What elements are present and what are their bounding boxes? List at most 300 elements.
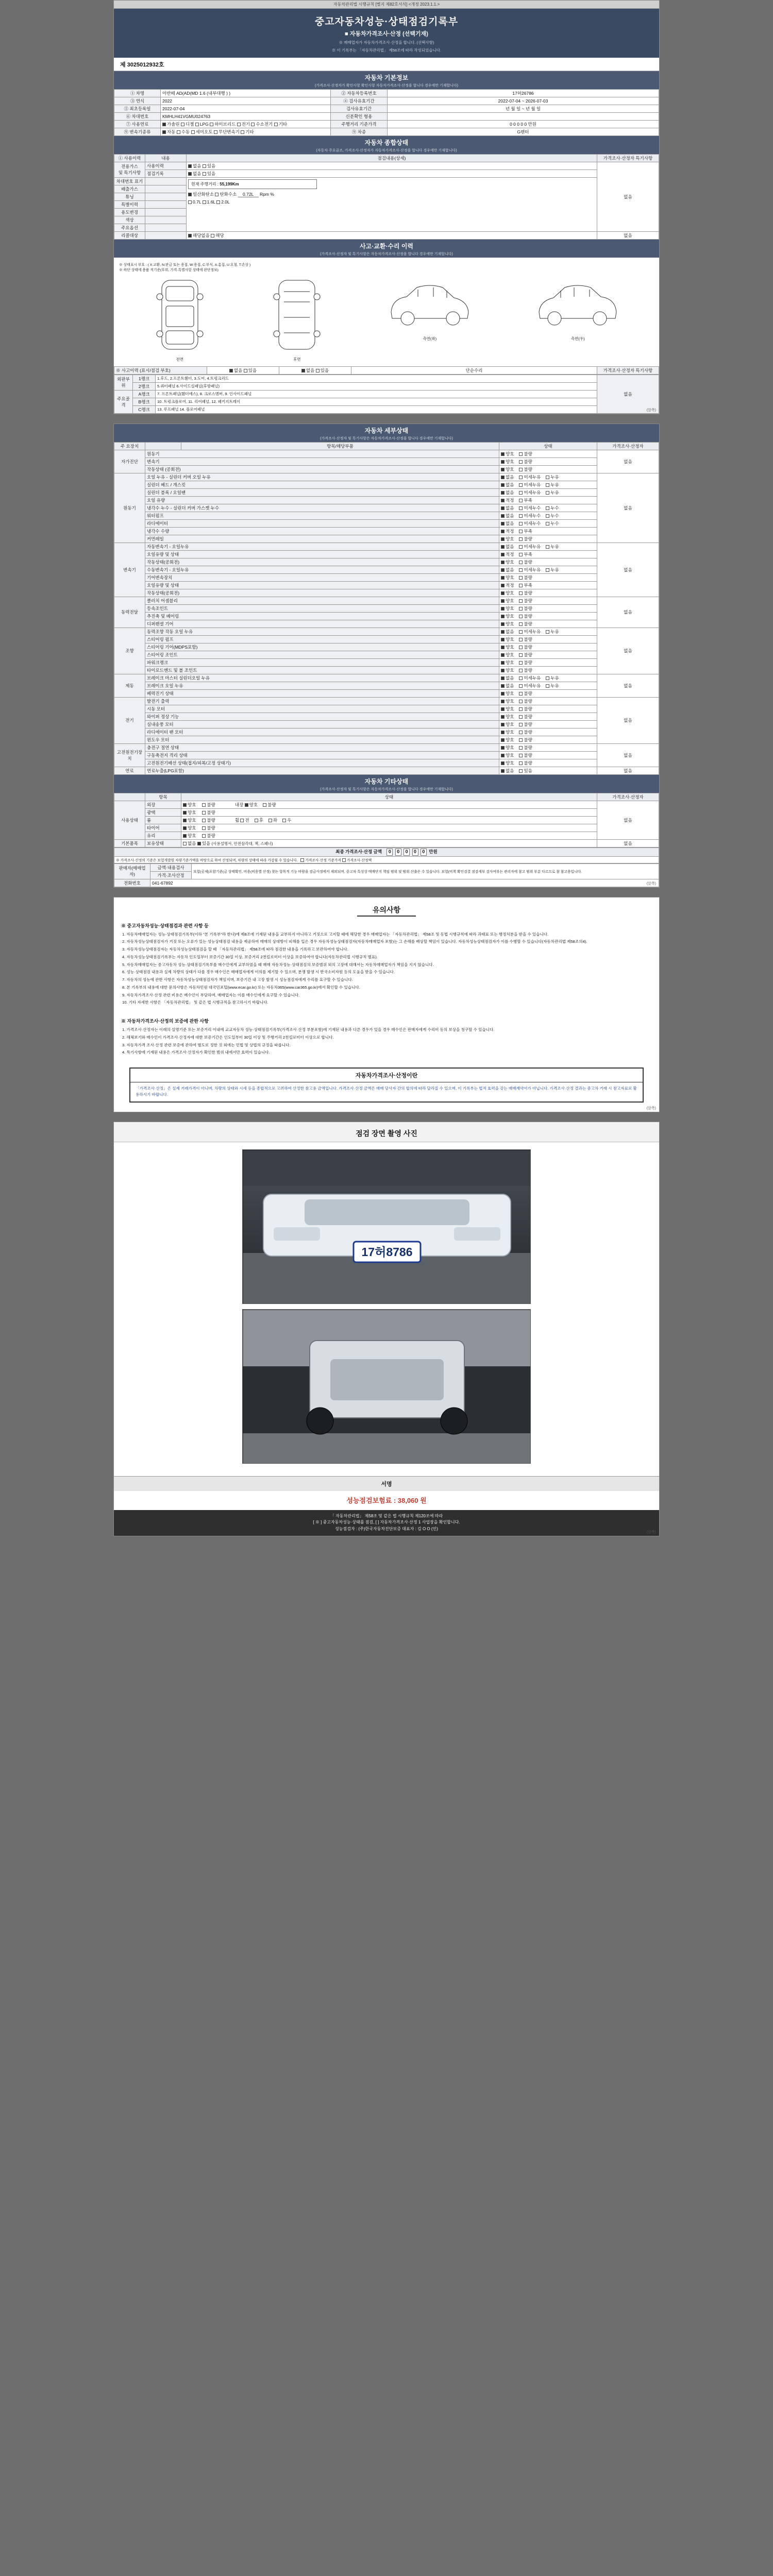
- item-label: 기어변속장치: [145, 573, 499, 581]
- state-option[interactable]: 양호: [183, 833, 196, 838]
- state-options[interactable]: [499, 682, 597, 689]
- state-option[interactable]: 없음: [501, 629, 514, 634]
- extra-option[interactable]: 1.6L: [203, 199, 215, 205]
- emission-option[interactable]: 탄화수소: [215, 192, 237, 197]
- transmission-option[interactable]: 자동: [162, 129, 175, 134]
- state-option[interactable]: 없음: [188, 171, 201, 176]
- col-header: ① 사용이력: [114, 154, 145, 162]
- accident-option[interactable]: 없음: [229, 368, 242, 373]
- state-option[interactable]: 없음: [501, 683, 514, 688]
- state-option[interactable]: 불량: [519, 467, 532, 472]
- state-option[interactable]: 없음: [501, 567, 514, 572]
- state-option[interactable]: 불량: [519, 699, 532, 704]
- item-label: 워터펌프: [145, 512, 499, 519]
- state-option[interactable]: 누유: [546, 675, 559, 681]
- state-option[interactable]: 불량: [519, 560, 532, 565]
- state-option[interactable]: 양호: [501, 451, 514, 456]
- state-option[interactable]: 양호: [501, 691, 514, 696]
- row-label: ① 차명: [114, 89, 161, 97]
- state-option[interactable]: 전: [240, 818, 249, 823]
- state-option[interactable]: 양호: [501, 699, 514, 704]
- state-option[interactable]: 양호: [501, 560, 514, 565]
- state-options[interactable]: [181, 816, 597, 824]
- row-group-label: 색상: [114, 216, 145, 224]
- table-row: [114, 550, 659, 558]
- state-option[interactable]: 양호: [501, 645, 514, 650]
- state-option[interactable]: 미세누유: [519, 567, 541, 572]
- state-option[interactable]: 양호: [501, 668, 514, 673]
- state-option[interactable]: 없음: [501, 521, 514, 526]
- extra-option[interactable]: 2.0L: [216, 199, 230, 205]
- state-option[interactable]: 누수: [546, 513, 559, 518]
- car-side-right-svg: [534, 276, 621, 333]
- col-header: 점검내용(상세): [187, 154, 597, 162]
- row-label: [145, 231, 187, 239]
- price-digit: 0: [386, 849, 393, 856]
- state-option[interactable]: 불량: [519, 621, 532, 626]
- state-option[interactable]: 양호: [501, 760, 514, 766]
- inspector-note: 없음: [597, 543, 659, 597]
- transmission-options[interactable]: [161, 128, 331, 135]
- state-option[interactable]: 불량: [519, 459, 532, 464]
- state-options[interactable]: [499, 666, 597, 674]
- state-option[interactable]: 양호: [501, 467, 514, 472]
- col-header: 가격조사·산정자 특기사항: [597, 154, 659, 162]
- state-options[interactable]: [181, 808, 597, 816]
- state-option[interactable]: 불량: [519, 614, 532, 619]
- fuel-option[interactable]: 하이브리드: [210, 122, 236, 127]
- state-option[interactable]: 없음: [501, 675, 514, 681]
- state-options[interactable]: [499, 759, 597, 767]
- item-label: 실내송풍 모터: [145, 720, 499, 728]
- state-option[interactable]: 불량: [519, 645, 532, 650]
- state-options[interactable]: [499, 697, 597, 705]
- row-label: ④ 검사유효기간: [331, 97, 388, 105]
- state-option[interactable]: 불량: [202, 810, 215, 815]
- state-option[interactable]: 불량: [519, 536, 532, 541]
- state-options[interactable]: [499, 581, 597, 589]
- state-option[interactable]: 적정: [501, 498, 514, 503]
- accident-options[interactable]: [207, 366, 279, 374]
- group-label: 원동기: [114, 473, 145, 543]
- state-option[interactable]: 누유: [546, 490, 559, 495]
- state-option[interactable]: 부족: [519, 583, 532, 588]
- state-option[interactable]: 양호: [501, 637, 514, 642]
- state-option[interactable]: 불량: [263, 802, 276, 807]
- signature-band: 서명: [114, 1476, 659, 1491]
- recall-options[interactable]: [187, 231, 597, 239]
- row-label-transmission: ⑨ 변속기종류: [114, 128, 161, 135]
- section-bar-other-state: [114, 775, 659, 793]
- car-rear-svg: [268, 276, 325, 353]
- transmission-option[interactable]: 세미오토: [191, 129, 213, 134]
- state-option[interactable]: 미세누수: [519, 521, 541, 526]
- item-label-secondary: 내장: [234, 802, 245, 807]
- state-options[interactable]: [499, 751, 597, 759]
- table-row: [114, 736, 659, 743]
- state-options[interactable]: [499, 543, 597, 550]
- row-label: 사용이력: [145, 162, 187, 170]
- state-option[interactable]: 불량: [202, 825, 215, 831]
- state-option[interactable]: 불량: [519, 660, 532, 665]
- col-header: 가격조사·산정자: [597, 442, 659, 450]
- state-option[interactable]: 미세누수: [519, 505, 541, 511]
- state-option[interactable]: 미세누유: [519, 474, 541, 480]
- item-label: 라디에이터 팬 모터: [145, 728, 499, 736]
- state-options[interactable]: [499, 450, 597, 457]
- item-label: 실린더 헤드 / 개스킷: [145, 481, 499, 488]
- fuel-option[interactable]: 수소전기: [251, 122, 273, 127]
- state-option[interactable]: 부족: [519, 498, 532, 503]
- state-option[interactable]: 양호: [501, 621, 514, 626]
- state-option[interactable]: 미세누유: [519, 544, 541, 549]
- state-options[interactable]: [499, 628, 597, 635]
- inspector-note: 없음: [597, 162, 659, 231]
- state-options[interactable]: [499, 674, 597, 682]
- state-option[interactable]: 후: [255, 818, 263, 823]
- state-option[interactable]: 불량: [202, 818, 215, 823]
- state-option[interactable]: 적정: [501, 583, 514, 588]
- car-diagram-rear: [268, 276, 325, 362]
- state-option[interactable]: 누유: [546, 683, 559, 688]
- state-options[interactable]: [499, 519, 597, 527]
- item-label: 스티어링 조인트: [145, 651, 499, 658]
- state-option[interactable]: 양호: [183, 802, 196, 807]
- state-option[interactable]: 누수: [546, 505, 559, 511]
- fuel-option[interactable]: 기타: [274, 122, 287, 127]
- state-options[interactable]: [499, 597, 597, 604]
- document-subtitle: ■ 자동차가격조사·산정 (선택기재): [345, 31, 428, 37]
- state-option[interactable]: 불량: [519, 590, 532, 596]
- table-row: [114, 473, 659, 481]
- rank-label: C랭크: [133, 405, 156, 413]
- state-option[interactable]: 없음: [501, 482, 514, 487]
- list-item: 7. 자동차의 성능에 관한 사항은 자동차성능상태점검자가 책임지며, 보증기간 내 고장 발생 시 성능점검자에게 수리를 요구할 수 있습니다.: [122, 977, 353, 982]
- tel-value: 041-67892: [150, 879, 659, 887]
- state-options[interactable]: [499, 558, 597, 566]
- row-value: 년 월 일 ~ 년 월 일: [388, 105, 659, 112]
- frame-label: 주요골격: [114, 390, 133, 413]
- state-option[interactable]: 양호: [501, 575, 514, 580]
- state-option[interactable]: 양호: [183, 818, 196, 823]
- state-option[interactable]: 불량: [519, 652, 532, 657]
- state-option[interactable]: 누유: [546, 567, 559, 572]
- state-options[interactable]: [181, 824, 597, 832]
- state-option[interactable]: 누유: [546, 629, 559, 634]
- extra-options[interactable]: [188, 199, 595, 205]
- state-option[interactable]: 양호: [501, 459, 514, 464]
- simple-repair-options[interactable]: [279, 366, 351, 374]
- state-option[interactable]: 불량: [519, 606, 532, 611]
- state-option[interactable]: 양호: [501, 660, 514, 665]
- row-value: 아반떼 AD(AD(MD 1.6 (내부대행 ) ): [161, 89, 331, 97]
- state-option[interactable]: 좌: [268, 818, 277, 823]
- item-label: 광택: [145, 808, 181, 816]
- state-option[interactable]: 불량: [519, 668, 532, 673]
- state-options[interactable]: [499, 620, 597, 628]
- state-option[interactable]: 양호: [501, 706, 514, 711]
- row-value: KMHLH41VGMU024763: [161, 112, 331, 120]
- state-options[interactable]: [499, 612, 597, 620]
- state-option[interactable]: 양호: [245, 802, 258, 807]
- group-label: 자가진단: [114, 450, 145, 473]
- diagram-legend-2: ※ 하단 상태에 용품 적기준(부위, 가격·특별사항 상태에 판단정보): [119, 268, 219, 272]
- state-option[interactable]: 없음: [501, 490, 514, 495]
- car-caption: 측면(좌): [423, 336, 437, 341]
- price-check-1[interactable]: [300, 859, 341, 862]
- state-option[interactable]: 불량: [519, 760, 532, 766]
- state-options[interactable]: [181, 832, 597, 839]
- item-label: 실린더 블록 / 오일팬: [145, 488, 499, 496]
- state-option[interactable]: 부족: [519, 529, 532, 534]
- state-option[interactable]: 불량: [519, 722, 532, 727]
- state-options[interactable]: [499, 743, 597, 751]
- state-option[interactable]: 양호: [501, 614, 514, 619]
- mileage-label: 현재 주행거리: [191, 181, 216, 187]
- state-option[interactable]: 부족: [519, 552, 532, 557]
- inspector-note: 없음: [597, 375, 659, 413]
- state-option[interactable]: 불량: [519, 714, 532, 719]
- state-options[interactable]: [499, 767, 597, 774]
- emission-unit-rpm: Rpm: [260, 191, 269, 197]
- state-options[interactable]: [499, 705, 597, 713]
- recall-option[interactable]: 해당: [211, 233, 224, 238]
- table-row: [114, 674, 659, 682]
- simple-repair-option[interactable]: 있음: [316, 368, 329, 373]
- state-options[interactable]: [499, 566, 597, 573]
- simple-repair-option[interactable]: 없음: [301, 368, 314, 373]
- list-item: 6. 성능·상태점검 내용과 실제 차량의 상태가 다를 경우 매수인은 매매업자에게 이의를 제기할 수 있으며, 분쟁 발생 시 한국소비자원 등의 도움을 받을 수 있습니다.: [122, 970, 395, 975]
- state-option[interactable]: 불량: [519, 637, 532, 642]
- state-options[interactable]: [499, 713, 597, 720]
- section1-title: 자동차 기본정보: [364, 74, 409, 81]
- state-options[interactable]: [499, 457, 597, 465]
- footer-line-1: 「 자동차관리법」 제58조 및 같은 법 시행규칙 제120조에 따라: [330, 1513, 443, 1518]
- state-option[interactable]: 불량: [519, 730, 532, 735]
- transmission-option[interactable]: 수동: [177, 129, 190, 134]
- state-option[interactable]: 불량: [519, 737, 532, 742]
- state-option[interactable]: 불량: [519, 451, 532, 456]
- state-options[interactable]: [499, 573, 597, 581]
- state-option[interactable]: 미세누유: [519, 675, 541, 681]
- basic-item-option[interactable]: 없음: [183, 841, 196, 846]
- state-options[interactable]: [499, 481, 597, 488]
- row-label-fuel: ⑦ 사용연료: [114, 120, 161, 128]
- page-corner: (앞쪽): [646, 1530, 656, 1534]
- state-option[interactable]: 적정: [501, 529, 514, 534]
- transmission-option[interactable]: 기타: [241, 129, 254, 134]
- fuel-option[interactable]: 디젤: [181, 122, 194, 127]
- state-options[interactable]: [499, 527, 597, 535]
- state-options[interactable]: [499, 651, 597, 658]
- state-options[interactable]: [499, 604, 597, 612]
- state-option[interactable]: 있음: [203, 171, 215, 176]
- state-option[interactable]: 불량: [519, 598, 532, 603]
- state-option[interactable]: 양호: [501, 722, 514, 727]
- item-label: 구동축전지 격리 상태: [145, 751, 499, 759]
- state-option[interactable]: 미세누유: [519, 482, 541, 487]
- accident-extra: 단순수리: [351, 366, 597, 374]
- state-option[interactable]: 불량: [519, 691, 532, 696]
- item-label: 발전기 출력: [145, 697, 499, 705]
- car-front-svg: [152, 276, 208, 353]
- state-options[interactable]: [187, 170, 597, 177]
- mileage-value: 55,199Km: [220, 181, 239, 187]
- item-label: 타이어: [145, 824, 181, 832]
- item-label: 윈도우 모터: [145, 736, 499, 743]
- state-options[interactable]: [499, 488, 597, 496]
- state-options[interactable]: [499, 473, 597, 481]
- state-option[interactable]: 양호: [501, 737, 514, 742]
- state-options[interactable]: [499, 728, 597, 736]
- state-option[interactable]: 양호: [501, 590, 514, 596]
- model-value: G렌터: [388, 128, 659, 135]
- state-options[interactable]: [499, 635, 597, 643]
- emission-unit-pct: %: [270, 191, 274, 197]
- state-option[interactable]: 없음: [501, 513, 514, 518]
- state-option[interactable]: 미세누유: [519, 683, 541, 688]
- item-label: 수동변속기 - 오일누유: [145, 566, 499, 573]
- basic-items-label: 기본품목: [114, 839, 145, 847]
- state-option[interactable]: 양호: [501, 652, 514, 657]
- state-options[interactable]: [499, 550, 597, 558]
- state-option[interactable]: 미세누수: [519, 513, 541, 518]
- table-row: [114, 689, 659, 697]
- state-option[interactable]: 미세누유: [519, 629, 541, 634]
- section2-subtitle: (자동차 주요골조, 가격조사·산정자가 자동차가격조사·산정을 합니다 경우에만 기재합니다): [316, 148, 457, 152]
- state-options[interactable]: [187, 162, 597, 170]
- table-row: [114, 635, 659, 643]
- state-option[interactable]: 양호: [501, 606, 514, 611]
- table-row: [114, 519, 659, 527]
- table-row: [114, 535, 659, 543]
- price-note: [114, 856, 659, 863]
- item-label: 냉각수 수량: [145, 527, 499, 535]
- state-option[interactable]: 없음: [501, 768, 514, 773]
- mileage-price-value: 0 0 0 0 0 만원: [388, 120, 659, 128]
- table-row: [114, 628, 659, 635]
- state-option[interactable]: 불량: [519, 706, 532, 711]
- state-option[interactable]: 불량: [519, 753, 532, 758]
- car-diagrams: [119, 272, 654, 362]
- emission-option[interactable]: 일산화탄소: [188, 192, 214, 197]
- state-option[interactable]: 양호: [501, 598, 514, 603]
- table-row: [114, 720, 659, 728]
- list-item: 9. 자동차가격조사·산정 관련 비용은 매수인이 부담하며, 매매업자는 이를 매수인에게 요구할 수 있습니다.: [122, 992, 300, 997]
- state-options[interactable]: [499, 658, 597, 666]
- state-option[interactable]: 누유: [546, 474, 559, 480]
- state-option[interactable]: 우: [282, 818, 291, 823]
- state-options[interactable]: [499, 465, 597, 473]
- inspector-note: 없음: [597, 473, 659, 543]
- state-options[interactable]: [181, 801, 597, 808]
- section5-title: 자동차 기타상태: [364, 777, 409, 785]
- price-definition-title: 자동차가격조사·산정이란: [130, 1069, 643, 1082]
- state-option[interactable]: 양호: [501, 714, 514, 719]
- recall-option[interactable]: 해당없음: [188, 233, 210, 238]
- price-check-2[interactable]: [342, 859, 372, 862]
- col-header: [145, 442, 181, 450]
- inspector-note: 없음: [597, 450, 659, 473]
- item-label: 파워크랭크: [145, 658, 499, 666]
- state-options[interactable]: [499, 496, 597, 504]
- price-note-text: ※ 가격조사·산정의 기준은 보험개발원 차량기준가액을 바탕으로 하여 산정되며, 차량의 상태에 따라 가감될 수 있습니다.: [116, 858, 298, 862]
- state-option[interactable]: 적정: [501, 552, 514, 557]
- state-option[interactable]: 양호: [501, 730, 514, 735]
- table-row: [114, 767, 659, 774]
- rank-label: B랭크: [133, 398, 156, 405]
- header-note-2: ※ 이 기록부는 「자동차관리법」 제58조에 따라 작성되었습니다.: [331, 48, 442, 53]
- state-option[interactable]: 누수: [546, 521, 559, 526]
- item-label: 유리: [145, 832, 181, 839]
- state-option[interactable]: 누유: [546, 544, 559, 549]
- state-option[interactable]: 양호: [501, 745, 514, 750]
- state-option[interactable]: 누유: [546, 482, 559, 487]
- state-options[interactable]: [499, 720, 597, 728]
- state-option[interactable]: 없음: [501, 544, 514, 549]
- state-option[interactable]: 없음: [501, 505, 514, 511]
- state-option[interactable]: 양호: [501, 753, 514, 758]
- document-number: 제 3025012932호: [114, 58, 659, 71]
- fuel-options[interactable]: [161, 120, 331, 128]
- photo-underbody-svg: [243, 1310, 531, 1464]
- state-options[interactable]: [499, 535, 597, 543]
- basic-item-options[interactable]: [181, 839, 597, 847]
- state-option[interactable]: 불량: [202, 802, 215, 807]
- state-option[interactable]: 있음: [203, 163, 215, 168]
- row-group-label: 리콜대상: [114, 231, 145, 239]
- state-options[interactable]: [499, 589, 597, 597]
- state-options[interactable]: [499, 504, 597, 512]
- state-option[interactable]: 양호: [183, 825, 196, 831]
- state-option[interactable]: 없음: [501, 474, 514, 480]
- state-options[interactable]: [499, 643, 597, 651]
- state-option[interactable]: 미세누유: [519, 490, 541, 495]
- rank-items: 5.쿼터패널 6.사이드실패널(후방패널): [156, 382, 597, 390]
- row-group-label: 배출가스: [114, 185, 145, 193]
- state-option[interactable]: 있음: [519, 768, 532, 773]
- seller-label: 판매자(매매업자): [114, 863, 150, 879]
- state-options[interactable]: [499, 736, 597, 743]
- transmission-option[interactable]: 무단변속기: [214, 129, 240, 134]
- state-option[interactable]: 불량: [519, 575, 532, 580]
- extra-option[interactable]: 0.7L: [188, 199, 201, 205]
- fuel-option[interactable]: 가솔린: [162, 122, 180, 127]
- fuel-option[interactable]: 전기: [237, 122, 250, 127]
- price-digit: 0: [412, 849, 418, 856]
- state-options[interactable]: [499, 512, 597, 519]
- item-label: 베력진기 상태: [145, 689, 499, 697]
- emission-row[interactable]: [188, 191, 595, 197]
- car-diagram-front: [152, 276, 208, 362]
- accident-option[interactable]: 있음: [244, 368, 257, 373]
- rank-items: 1.후드, 2.프론트휀더, 3.도어, 4.트렁크리드: [156, 375, 597, 382]
- state-option[interactable]: 불량: [519, 745, 532, 750]
- page-2: [113, 423, 660, 888]
- fee-text: 성능점검보험료 : 38,060 원: [346, 1496, 427, 1504]
- state-option[interactable]: 불량: [202, 833, 215, 838]
- state-options[interactable]: [499, 689, 597, 697]
- state-option[interactable]: 양호: [183, 810, 196, 815]
- fuel-option[interactable]: LPG: [195, 122, 209, 127]
- price-check-1-label: 가격조사·산정 기준가격: [305, 858, 342, 862]
- table-row: [114, 643, 659, 651]
- basic-item-extra: (사용설명서, 안전삼각대, 잭, 스패너): [211, 841, 273, 846]
- state-option[interactable]: 없음: [188, 163, 201, 168]
- state-option[interactable]: 양호: [501, 536, 514, 541]
- notice-title: 유의사항: [357, 906, 416, 917]
- basic-item-option[interactable]: 있음: [197, 841, 210, 846]
